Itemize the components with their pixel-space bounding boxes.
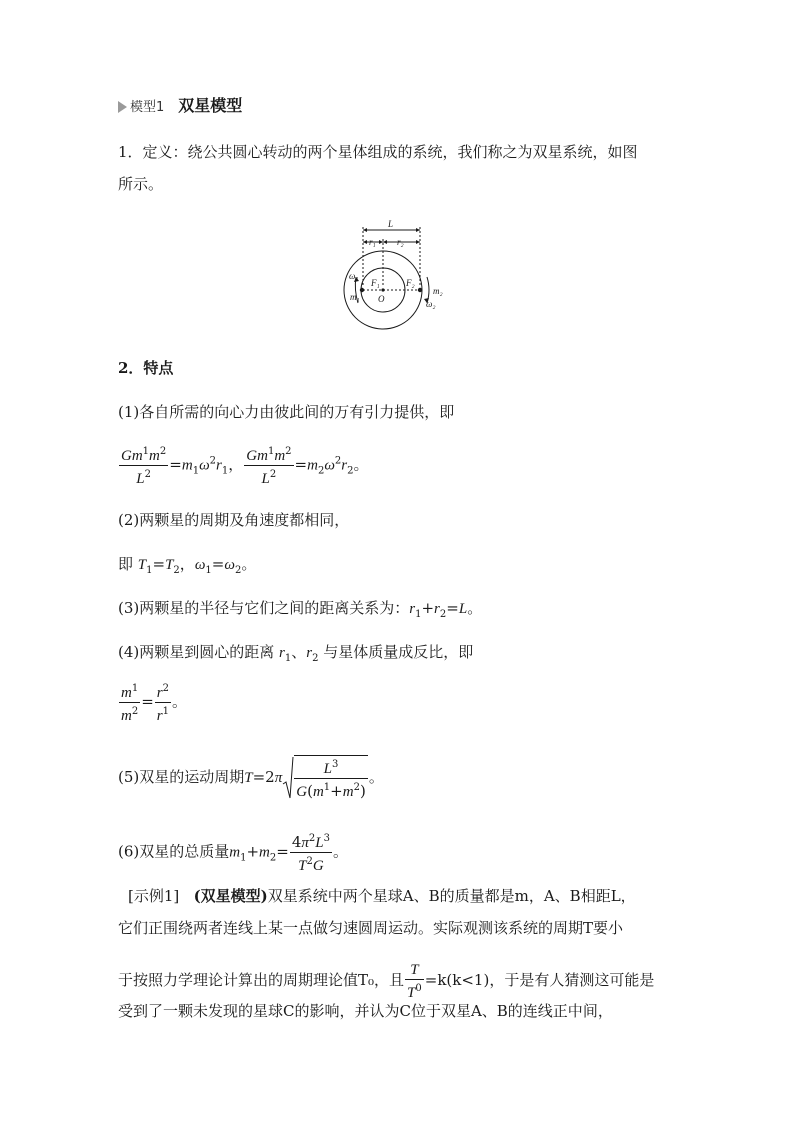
label-r2: r₂ — [397, 237, 404, 247]
definition-line-1: 1．定义：绕公共圆心转动的两个星体组成的系统，我们称之为双星系统，如图 — [118, 143, 638, 161]
binary-star-diagram — [340, 215, 452, 335]
example-line-2: 它们正围绕两者连线上某一点做匀速圆周运动。实际观测该系统的周期T要小 — [118, 919, 624, 937]
triangle-icon — [118, 101, 127, 113]
formula-gravity: $\frac{Gm^1m^2}{L^2}$ $=m_1\omega^2r_1$， $\frac{Gm^1m^2}{L^2}$ $=m_2\omega^2r_2$。 — [118, 443, 369, 488]
label-L: L — [388, 219, 394, 229]
formula-mass-ratio: $\frac{m^1}{m^2}$ = $\frac{r^2}{r^1}$ 。 — [118, 680, 187, 725]
label-F2: F₂ — [406, 278, 415, 288]
sqrt-expression: $\frac{L^3}{G(m^1+m^2)}$ — [282, 755, 369, 801]
label-w2: ω₂ — [426, 299, 436, 309]
feature-3: (3)两颗星的半径与它们之间的距离关系为：$r_1+r_2=L$。 — [118, 599, 483, 620]
label-r1: r₁ — [369, 237, 376, 247]
feature-1: (1)各自所需的向心力由彼此间的万有引力提供，即 — [118, 403, 455, 421]
definition-line-2: 所示。 — [118, 175, 164, 193]
center-dot — [381, 288, 384, 291]
feature-5: (5)双星的运动周期T=2π $\frac{L^3}{G(m^1+m^2)}$ 。 — [118, 755, 384, 801]
example-line-3: 于按照力学理论计算出的周期理论值T₀，且 $\frac{T}{T^0}$ =k(k<1)，于是有人猜测这可能是 — [118, 962, 655, 1001]
feature-4: (4)两颗星到圆心的距离 $r_1$、$r_2$ 与星体质量成反比，即 — [118, 643, 474, 664]
feature-2-formula: 即 $T_1=T_2$，$\omega_1=\omega_2$。 — [118, 555, 257, 576]
section-heading — [118, 95, 242, 119]
label-F1: F₁ — [371, 278, 380, 288]
example-line-1: [示例1] (双星模型)双星系统中两个星球A、B的质量都是m，A、B相距L， — [128, 887, 636, 905]
label-m2: m₂ — [433, 286, 443, 296]
model-tag: 模型1 — [130, 100, 165, 115]
model-title: 双星模型 — [178, 96, 243, 115]
label-w1: ω₁ — [349, 271, 359, 281]
feature-2: (2)两颗星的周期及角速度都相同， — [118, 511, 350, 529]
label-O: O — [378, 294, 385, 304]
features-title: 2．特点 — [118, 359, 174, 377]
feature-6: (6)双星的总质量$m_1+m_2=$ $\frac{4\pi^2L^3}{T^2G}$ 。 — [118, 830, 348, 875]
example-line-4: 受到了一颗未发现的星球C的影响，并认为C位于双星A、B的连线正中间， — [118, 1002, 613, 1020]
star-m2 — [418, 288, 422, 292]
label-m1: m₁ — [350, 292, 360, 302]
star-m1 — [360, 288, 364, 292]
